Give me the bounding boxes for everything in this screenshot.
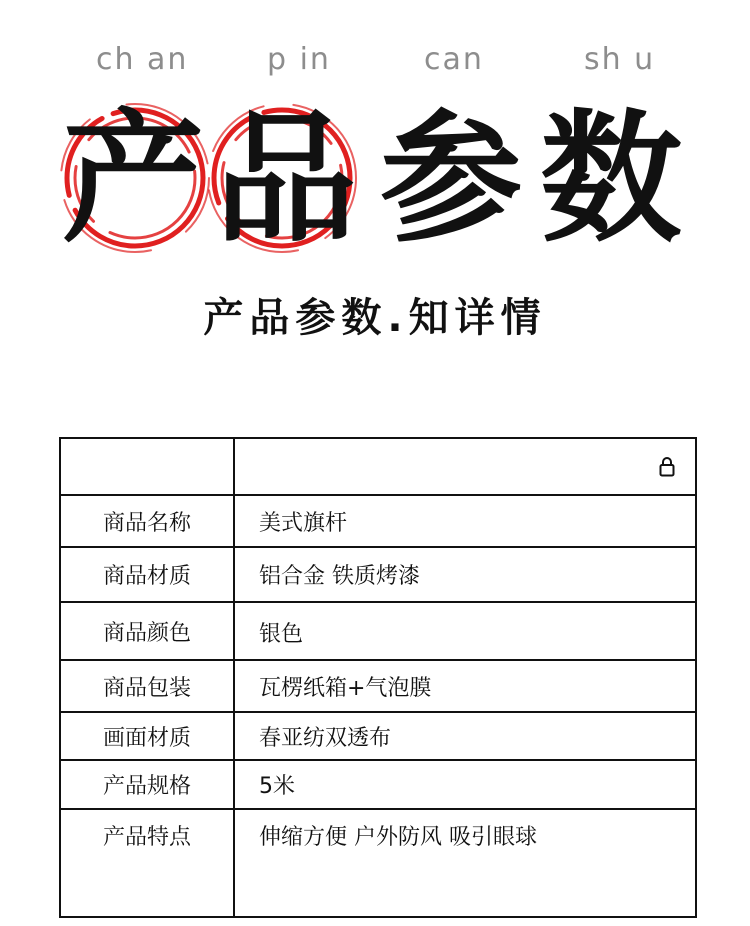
row-label: 画面材质	[61, 713, 235, 759]
subtitle: 产品参数.知详情	[203, 295, 547, 341]
table-row	[61, 548, 695, 603]
table-row	[61, 761, 695, 810]
row-label: 商品颜色	[61, 603, 235, 659]
pinyin-2: p in	[267, 42, 331, 77]
title-char-2: 品	[215, 97, 357, 262]
row-value: 铝合金 铁质烤漆	[259, 564, 420, 589]
hero-title	[50, 88, 710, 263]
title-char-4: 数	[540, 97, 682, 262]
row-label: 商品名称	[61, 496, 235, 546]
title-char-3: 参	[380, 97, 522, 262]
pinyin-1: ch an	[96, 42, 189, 77]
pinyin-3: can	[424, 42, 484, 77]
table-row	[61, 496, 695, 548]
header-label-cell	[61, 439, 235, 494]
row-label: 商品材质	[61, 548, 235, 601]
row-value: 美式旗杆	[259, 510, 348, 536]
params-table	[59, 437, 697, 918]
pinyin-row	[0, 42, 750, 82]
row-value: 5米	[259, 774, 295, 799]
table-row	[61, 661, 695, 713]
row-value: 瓦楞纸箱+气泡膜	[259, 675, 432, 701]
pinyin-4: sh u	[584, 42, 656, 77]
table-header-row	[61, 439, 695, 496]
row-label: 产品规格	[61, 761, 235, 808]
row-value: 银色	[259, 622, 304, 647]
table-row	[61, 713, 695, 761]
row-label: 产品特点	[61, 810, 235, 916]
row-value: 伸缩方便 户外防风 吸引眼球	[259, 825, 537, 850]
header-value-cell	[235, 439, 695, 494]
hero-title-graphic	[50, 88, 710, 263]
row-value: 春亚纺双透布	[259, 726, 392, 751]
table-row	[61, 603, 695, 661]
table-row	[61, 810, 695, 916]
lock-icon	[659, 457, 675, 477]
title-char-1: 产	[62, 97, 204, 262]
row-label: 商品包装	[61, 661, 235, 711]
